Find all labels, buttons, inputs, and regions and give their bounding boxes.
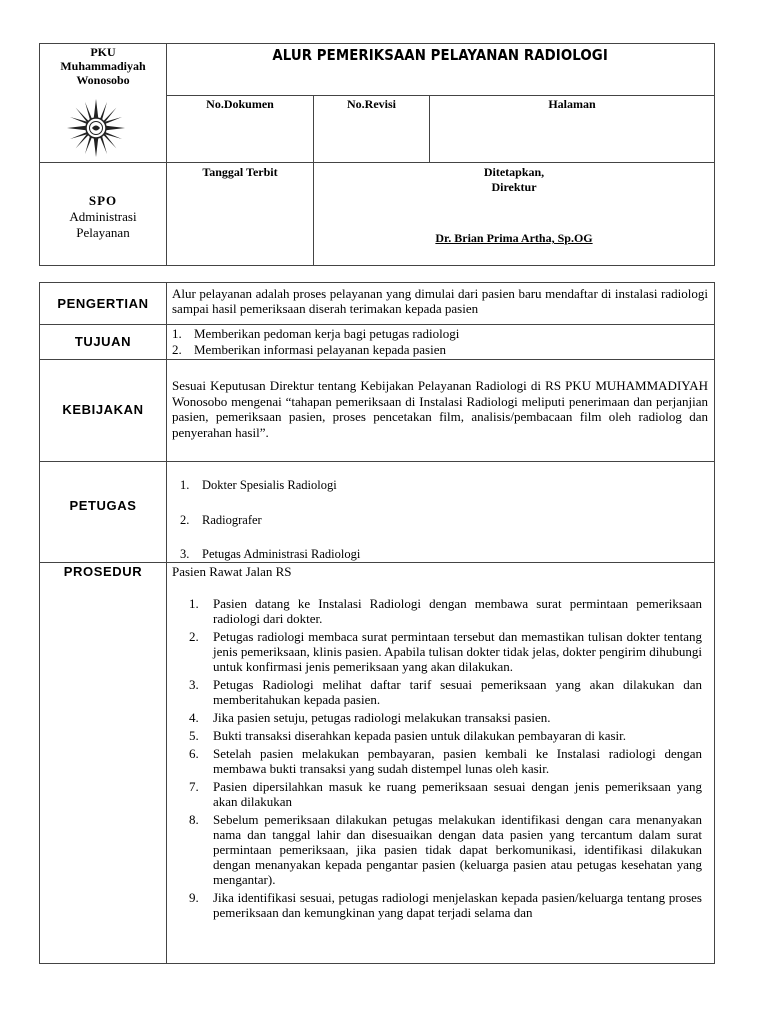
spo-line-1: SPO bbox=[88, 193, 118, 208]
org-line-1: PKU bbox=[90, 45, 116, 59]
prosedur-list bbox=[167, 596, 708, 960]
petugas-label: PETUGAS bbox=[69, 498, 137, 513]
no-revisi-label: No.Revisi bbox=[347, 97, 396, 111]
prosedur-item bbox=[167, 812, 708, 887]
prosedur-item-num: 2. bbox=[189, 629, 199, 644]
kebijakan-label: KEBIJAKAN bbox=[62, 402, 144, 417]
prosedur-intro: Pasien Rawat Jalan RS bbox=[172, 564, 292, 579]
prosedur-item-text: Petugas radiologi membaca surat permintaan tersebut dan memastikan tulisan dokter tentang jenis pemeriksaan, klinis pasien. Apabila tulisan dokter tidak jelas, dokter pengirim dihubungi untuk konfirmasi jenis pemeriksaan yang akan dilakukan. bbox=[213, 629, 702, 674]
org-line-3: Wonosobo bbox=[76, 73, 130, 87]
prosedur-item-text: Pasien datang ke Instalasi Radiologi dengan membawa surat permintaan pemeriksaan radiologi dari dokter. bbox=[213, 596, 702, 626]
document-title: ALUR PEMERIKSAAN PELAYANAN RADIOLOGI bbox=[272, 46, 609, 64]
petugas-item bbox=[180, 478, 700, 492]
tujuan-item-num: 1. bbox=[172, 326, 182, 341]
ditetapkan-label: Ditetapkan, bbox=[483, 165, 545, 179]
prosedur-item-num: 9. bbox=[189, 890, 199, 905]
prosedur-item-text: Jika identifikasi sesuai, petugas radiologi menjelaskan kepada pasien/keluarga tentang proses pemeriksaan dan kemungkinan yang dapat terjadi selama dan bbox=[213, 890, 702, 920]
petugas-item bbox=[180, 547, 700, 561]
spo-block bbox=[40, 193, 166, 241]
prosedur-item-text: Petugas Radiologi melihat daftar tarif sesuai pemeriksaan yang akan dilakukan dan memberitahukan kepada pasien. bbox=[213, 677, 702, 707]
tujuan-list bbox=[172, 326, 708, 357]
tujuan-item bbox=[172, 326, 708, 342]
pengertian-text: Alur pelayanan adalah proses pelayanan yang dimulai dari pasien baru mendaftar di instalasi radiologi sampai hasil pemeriksaan diserah terimakan kepada pasien bbox=[172, 286, 708, 316]
prosedur-item-text: Pasien dipersilahkan masuk ke ruang pemeriksaan sesuai dengan jenis pemeriksaan yang akan dilakukan bbox=[213, 779, 702, 809]
prosedur-item-text: Setelah pasien melakukan pembayaran, pasien kembali ke Instalasi radiologi dengan membawa bukti transaksi yang sudah distempel lunas oleh kasir. bbox=[213, 746, 702, 776]
petugas-item-num: 3. bbox=[180, 547, 190, 561]
prosedur-item bbox=[167, 728, 708, 743]
prosedur-item bbox=[167, 629, 708, 674]
prosedur-item bbox=[167, 596, 708, 626]
petugas-item bbox=[180, 513, 700, 527]
petugas-item-num: 1. bbox=[180, 478, 190, 492]
prosedur-item-num: 3. bbox=[189, 677, 199, 692]
tujuan-item-num: 2. bbox=[172, 341, 182, 357]
tujuan-item-text: Memberikan informasi pelayanan kepada pasien bbox=[194, 341, 446, 357]
org-line-2: Muhammadiyah bbox=[60, 59, 146, 73]
no-dokumen-label: No.Dokumen bbox=[206, 97, 274, 111]
prosedur-item bbox=[167, 746, 708, 776]
prosedur-item-num: 4. bbox=[189, 710, 199, 725]
muhammadiyah-logo-icon bbox=[66, 98, 126, 158]
petugas-item-num: 2. bbox=[180, 513, 190, 527]
kebijakan-text: Sesuai Keputusan Direktur tentang Kebijakan Pelayanan Radiologi di RS PKU MUHAMMADIYAH Wonosobo mengenai “tahapan pemeriksaan di Instalasi Radiologi meliputi penerimaan dan perjanjian pasien, pemeriksaan pasien, proses pencetakan film, analisis/pembacaan film oleh radiolog dan penyerahan hasil”. bbox=[172, 378, 708, 440]
tujuan-item bbox=[172, 342, 708, 358]
pengertian-label: PENGERTIAN bbox=[57, 296, 149, 311]
prosedur-item-num: 1. bbox=[189, 596, 199, 611]
prosedur-item-num: 7. bbox=[189, 779, 199, 794]
petugas-item-text: Dokter Spesialis Radiologi bbox=[202, 478, 337, 492]
tujuan-item-text: Memberikan pedoman kerja bagi petugas radiologi bbox=[194, 326, 460, 341]
prosedur-item bbox=[167, 710, 708, 725]
tujuan-label: TUJUAN bbox=[74, 334, 132, 349]
prosedur-label: PROSEDUR bbox=[63, 564, 143, 579]
prosedur-item-num: 5. bbox=[189, 728, 199, 743]
petugas-item-text: Radiografer bbox=[202, 513, 262, 527]
prosedur-item bbox=[167, 779, 708, 809]
prosedur-item-text: Bukti transaksi diserahkan kepada pasien untuk dilakukan pembayaran di kasir. bbox=[213, 728, 626, 743]
prosedur-item-num: 8. bbox=[189, 812, 199, 827]
document-title-wrap bbox=[167, 46, 714, 64]
prosedur-item-text: Jika pasien setuju, petugas radiologi melakukan transaksi pasien. bbox=[213, 710, 551, 725]
direktur-name: Dr. Brian Prima Artha, Sp.OG bbox=[435, 231, 593, 245]
prosedur-item-num: 6. bbox=[189, 746, 199, 761]
prosedur-item-text: Sebelum pemeriksaan dilakukan petugas melakukan identifikasi dengan cara menanyakan nama dan tanggal lahir dan disesuaikan dengan data pasien yang tercantum dalam surat permintaan pemeriksaan, jika pasien tidak dapat berkomunikasi, identifikasi dilakukan dengan menanyakan kepada pengantar pasien (keluarga pasien atau petugas kesehatan yang mengantar). bbox=[213, 812, 702, 887]
prosedur-item bbox=[167, 890, 708, 920]
direktur-label: Direktur bbox=[491, 180, 537, 194]
tanggal-terbit-label: Tanggal Terbit bbox=[202, 165, 278, 179]
halaman-label: Halaman bbox=[548, 97, 596, 111]
org-name bbox=[40, 45, 166, 87]
prosedur-item bbox=[167, 677, 708, 707]
spo-line-3: Pelayanan bbox=[76, 225, 130, 240]
spo-line-2: Administrasi bbox=[69, 209, 137, 224]
petugas-item-text: Petugas Administrasi Radiologi bbox=[202, 547, 361, 561]
